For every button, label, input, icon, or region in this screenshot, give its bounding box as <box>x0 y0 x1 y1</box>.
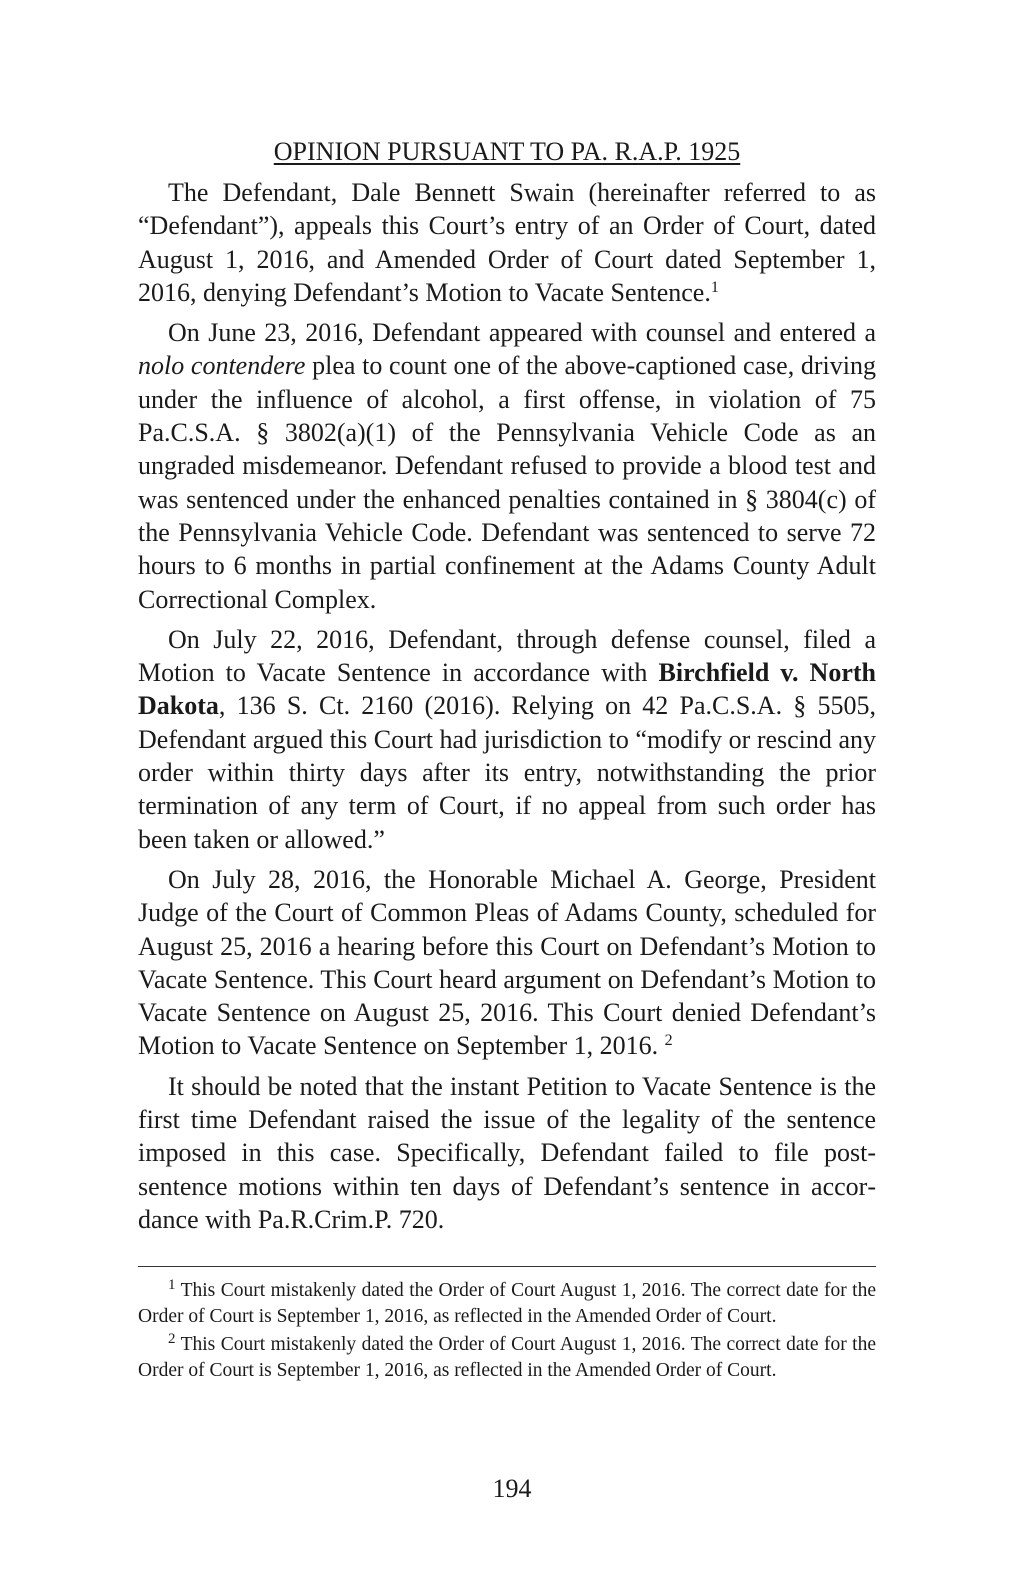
footnote-divider <box>138 1266 876 1267</box>
footnote-2 <box>138 1332 876 1384</box>
paragraph-2 <box>138 316 876 616</box>
paragraph-3-text-a: On July 22, 2016, Defendant, through defense counsel, filed a Motion to Vacate Sentence in accordance with <box>138 624 876 688</box>
page-title: OPINION PURSUANT TO PA. R.A.P. 1925 <box>273 137 741 166</box>
footnote-1 <box>138 1278 876 1330</box>
paragraph-3 <box>138 623 876 856</box>
footnote-ref-2[interactable]: 2 <box>664 1032 673 1050</box>
paragraph-1 <box>138 176 876 309</box>
case-citation: Birchfield v. North Dakota <box>138 658 876 721</box>
paragraph-5-text: It should be noted that the instant Petition to Vacate Sentence is the first time Defendant raised the issue of the legality of the sentence imposed in this case. Specifically, Defendant failed to file postsentence motions within ten days of Defendant’s sentence in accordance with Pa.R.Crim.P. 720. <box>138 1071 876 1234</box>
footnote-1-text: This Court mistakenly dated the Order of Court August 1, 2016. The correct date for the Order of Court is September 1, 2016, as reflected in the Amended Order of Court. <box>138 1280 876 1327</box>
footnote-1-marker: 1 <box>168 1277 176 1293</box>
footnotes <box>138 1278 876 1386</box>
paragraph-1-text: The Defendant, Dale Bennett Swain (hereinafter referred to as “Defendant”), appeals this Court’s entry of an Order of Court, dated August 1, 2016, and Amended Order of Court dated September 1, 2016, denying Defendant’s Motion to Vacate Sentence. <box>138 178 876 307</box>
paragraph-2-text-a: On June 23, 2016, Defendant appeared with counsel and entered a <box>168 318 876 348</box>
page-number: 194 <box>492 1474 532 1503</box>
paragraph-4 <box>138 863 876 1063</box>
document-body <box>138 134 876 1243</box>
paragraph-4-text: On July 28, 2016, the Honorable Michael A. George, President Judge of the Court of Common Pleas of Adams County, scheduled for August 25, 2016 a hearing before this Court on Defendant’s Motion to Vacate Sentence. This Court heard argument on Defendant’s Motion to Vacate Sentence on August 25, 2016. This Court denied Defendant’s Motion to Vacate Sentence on September 1, 2016. <box>138 864 876 1061</box>
footnote-2-text: This Court mistakenly dated the Order of Court August 1, 2016. The correct date for the Order of Court is September 1, 2016, as reflected in the Amended Order of Court. <box>138 1334 876 1381</box>
footnote-ref-1[interactable]: 1 <box>710 278 719 296</box>
paragraph-3-text-b: , 136 S. Ct. 2160 (2016). Relying on 42 Pa.C.S.A. § 5505, Defendant argued this Court had jurisdiction to “modify or rescind any order within thirty days after its entry, notwithstanding the prior termination of any term of Court, if no appeal from such order has been taken or allowed.” <box>138 691 876 854</box>
footnote-2-marker: 2 <box>168 1331 176 1347</box>
paragraph-2-italic: nolo contendere <box>138 351 306 381</box>
paragraph-2-text-b: plea to count one of the above-captioned case, driving under the influence of alcohol, a first offense, in violation of 75 Pa.C.S.A. § 3802(a)(1) of the Pennsylvania Vehicle Code as an ungraded misdemeanor. Defendant refused to provide a blood test and was sentenced under the enhanced penalties contained in § 3804(c) of the Pennsylvania Vehicle Code. Defendant was sentenced to serve 72 hours to 6 months in partial confinement at the Adams County Adult Correctional Complex. <box>138 351 877 614</box>
paragraph-5 <box>138 1070 876 1236</box>
